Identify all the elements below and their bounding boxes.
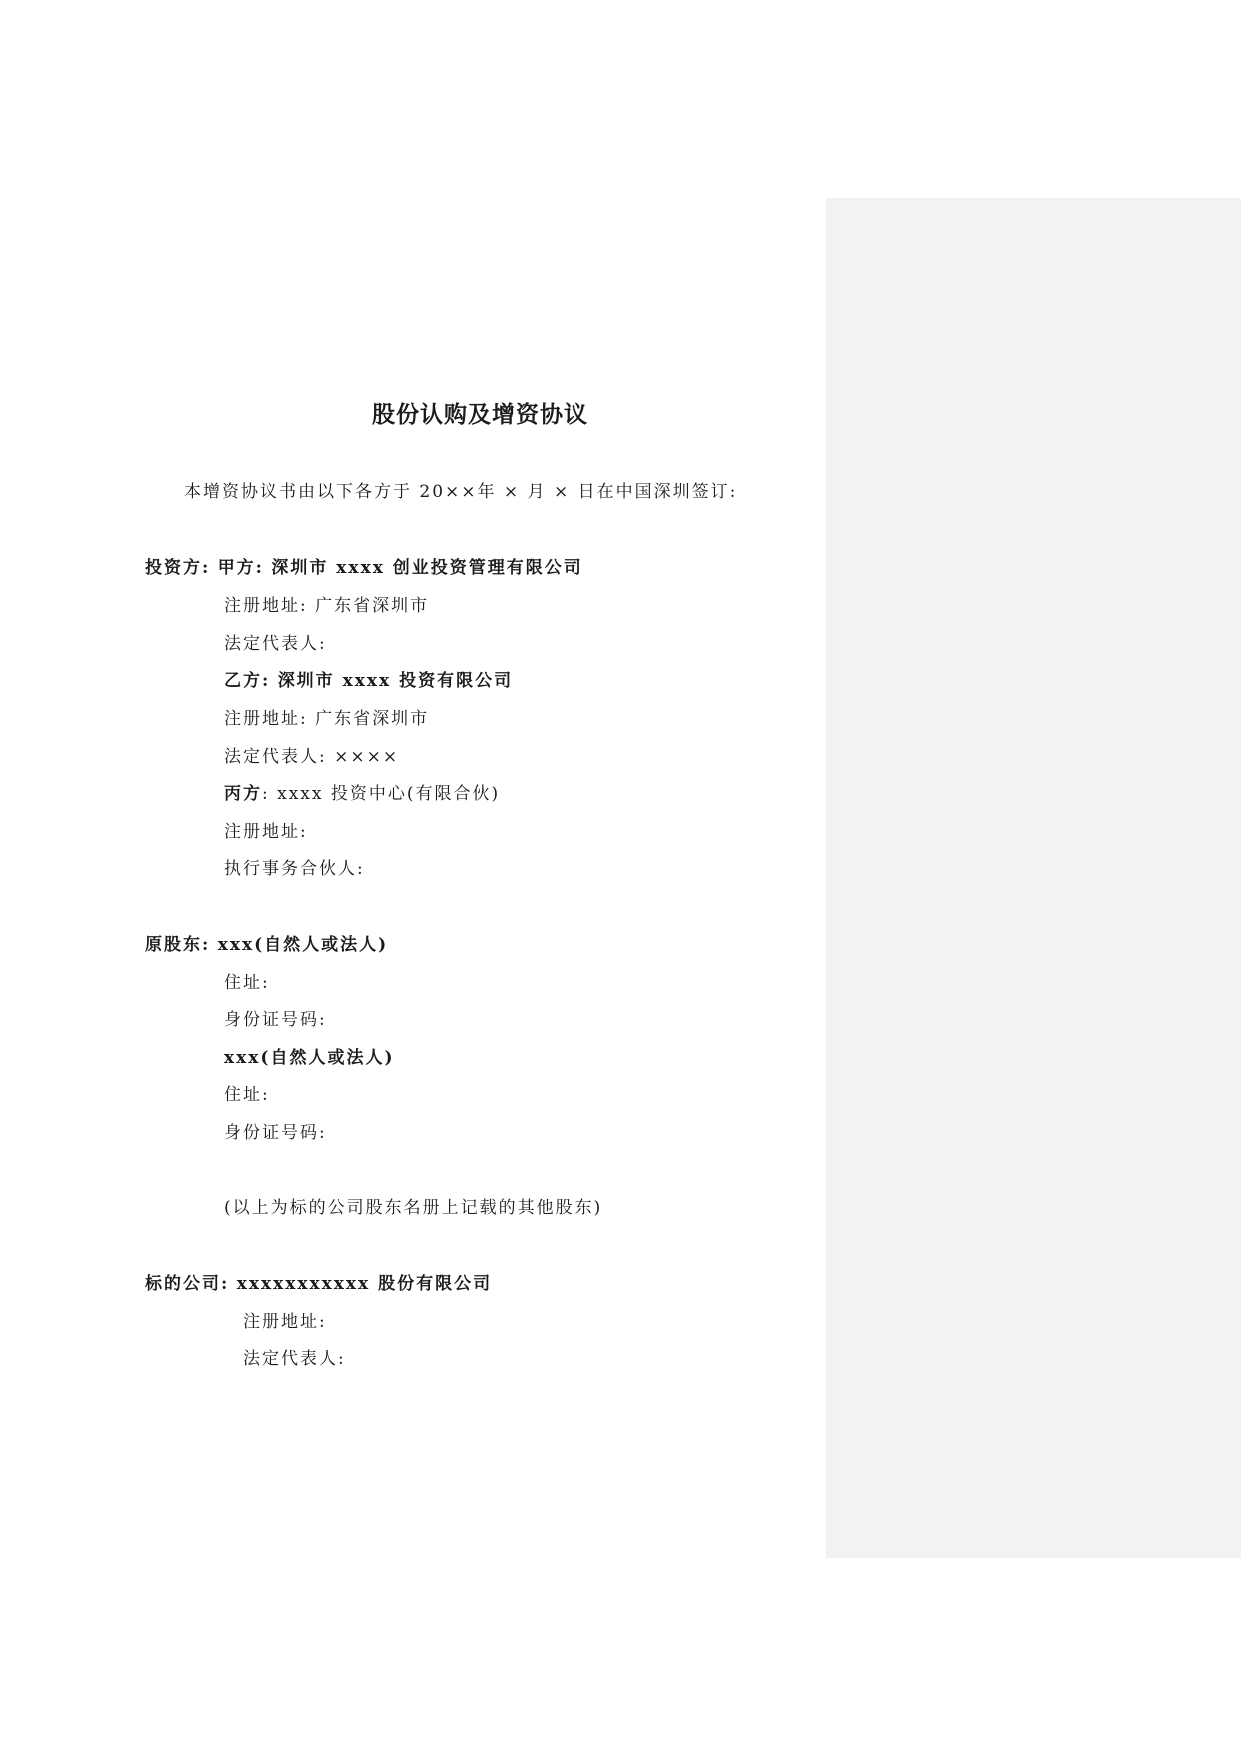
shareholder-2-address: 住址: [224, 1085, 270, 1105]
shareholder-2-name: xxx(自然人或法人) [224, 1048, 395, 1068]
party-c-managing-partner: 执行事务合伙人: [224, 859, 365, 879]
shareholders-heading: 原股东: [145, 935, 211, 955]
party-b-row [224, 670, 513, 692]
party-a-representative: 法定代表人: [224, 634, 327, 654]
target-representative: 法定代表人: [243, 1349, 346, 1369]
shareholder-1-name: xxx(自然人或法人) [217, 935, 389, 955]
shareholders-section [145, 934, 388, 956]
intro-paragraph: 本增资协议书由以下各方于 20××年 × 月 × 日在中国深圳签订: [184, 482, 738, 502]
party-c-label: 丙方 [224, 784, 262, 804]
shareholder-2-id: 身份证号码: [224, 1123, 327, 1143]
target-section [145, 1273, 492, 1295]
party-a-label: 甲方: [217, 558, 264, 578]
party-b-representative: 法定代表人: ×××× [224, 747, 400, 767]
shareholders-note: (以上为标的公司股东名册上记载的其他股东) [224, 1198, 603, 1218]
target-company-name: xxxxxxxxxxx 股份有限公司 [236, 1274, 493, 1294]
party-b-label: 乙方: [224, 671, 271, 691]
party-a-name: 深圳市 xxxx 创业投资管理有限公司 [271, 558, 583, 578]
document-title: 股份认购及增资协议 [372, 401, 588, 428]
party-b-name: 深圳市 xxxx 投资有限公司 [277, 671, 514, 691]
party-c-address: 注册地址: [224, 822, 308, 842]
party-b-address: 注册地址: 广东省深圳市 [224, 709, 430, 729]
party-c-row [224, 783, 500, 805]
target-address: 注册地址: [243, 1312, 327, 1332]
party-a-address: 注册地址: 广东省深圳市 [224, 596, 430, 616]
target-heading: 标的公司: [145, 1274, 230, 1294]
party-c-name: : xxxx 投资中心(有限合伙) [262, 784, 501, 804]
investors-heading: 投资方: [145, 558, 211, 578]
shareholder-1-id: 身份证号码: [224, 1010, 327, 1030]
shareholder-1-address: 住址: [224, 973, 270, 993]
investors-section [145, 557, 583, 579]
